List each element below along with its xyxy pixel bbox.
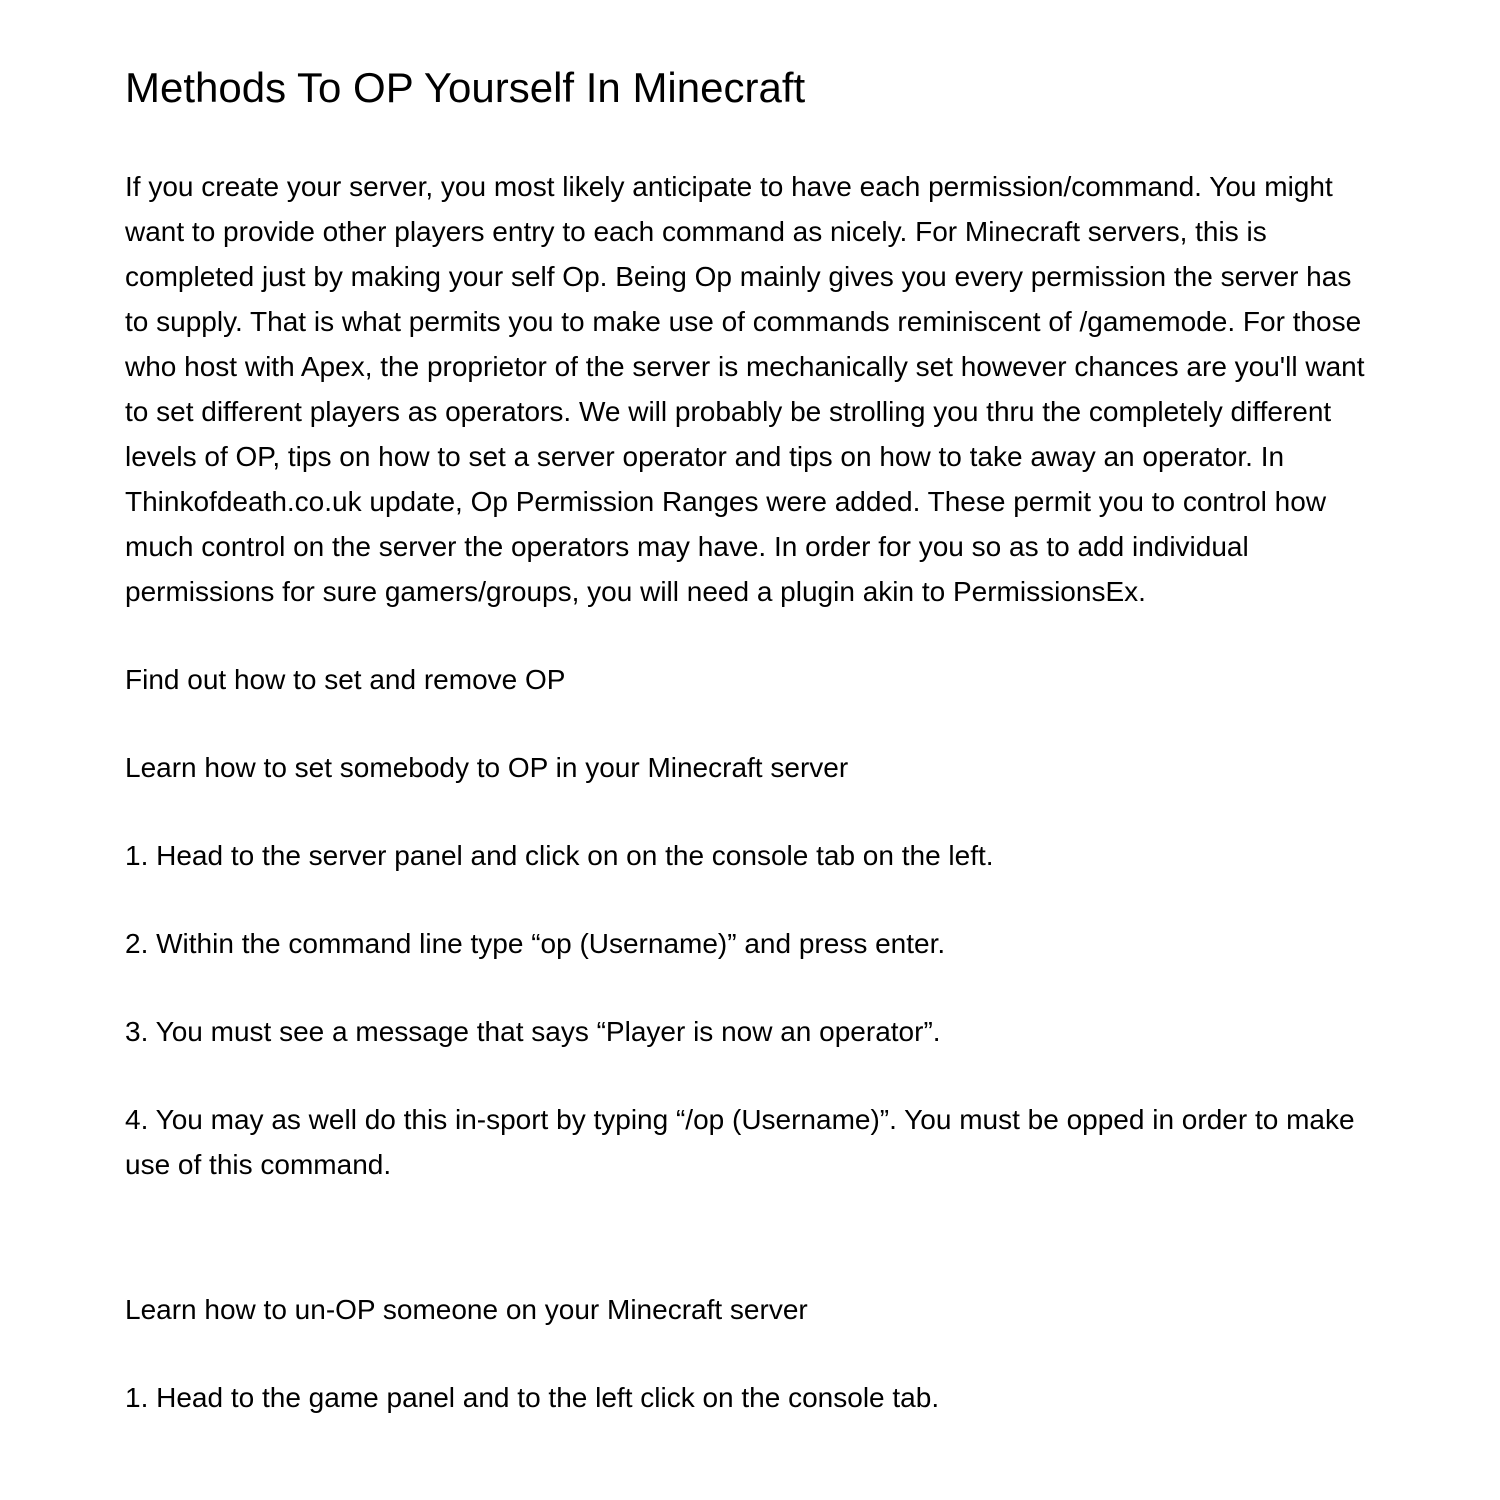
- set-op-step-1: 1. Head to the server panel and click on on the console tab on the left.: [125, 840, 994, 872]
- set-op-step-2: 2. Within the command line type “op (Username)” and press enter.: [125, 928, 946, 960]
- unop-step-1: 1. Head to the game panel and to the left click on the console tab.: [125, 1382, 940, 1414]
- section-heading-find-out: Find out how to set and remove OP: [125, 664, 566, 696]
- section-heading-unop: Learn how to un-OP someone on your Minecraft server: [125, 1294, 808, 1326]
- set-op-step-3: 3. You must see a message that says “Player is now an operator”.: [125, 1016, 941, 1048]
- intro-paragraph: If you create your server, you most likely anticipate to have each permission/command. You might want to provide other players entry to each command as nicely. For Minecraft servers, this is completed just by making your self Op. Being Op mainly gives you every permission the server has to supply. That is what permits you to make use of commands reminiscent of /gamemode. For those who host with Apex, the proprietor of the server is mechanically set however chances are you'll want to set different players as operators. We will probably be strolling you thru the completely different levels of OP, tips on how to set a server operator and tips on how to take away an operator. In Thinkofdeath.co.uk update, Op Permission Ranges were added. These permit you to control how much control on the server the operators may have. In order for you so as to add individual permissions for sure gamers/groups, you will need a plugin akin to PermissionsEx.: [125, 171, 1365, 608]
- section-heading-set-op: Learn how to set somebody to OP in your Minecraft server: [125, 752, 849, 784]
- page-title: Methods To OP Yourself In Minecraft: [125, 64, 806, 111]
- set-op-step-4: 4. You may as well do this in-sport by typing “/op (Username)”. You must be opped in order to make use of this command.: [125, 1104, 1355, 1181]
- document-page: [125, 0, 1377, 1420]
